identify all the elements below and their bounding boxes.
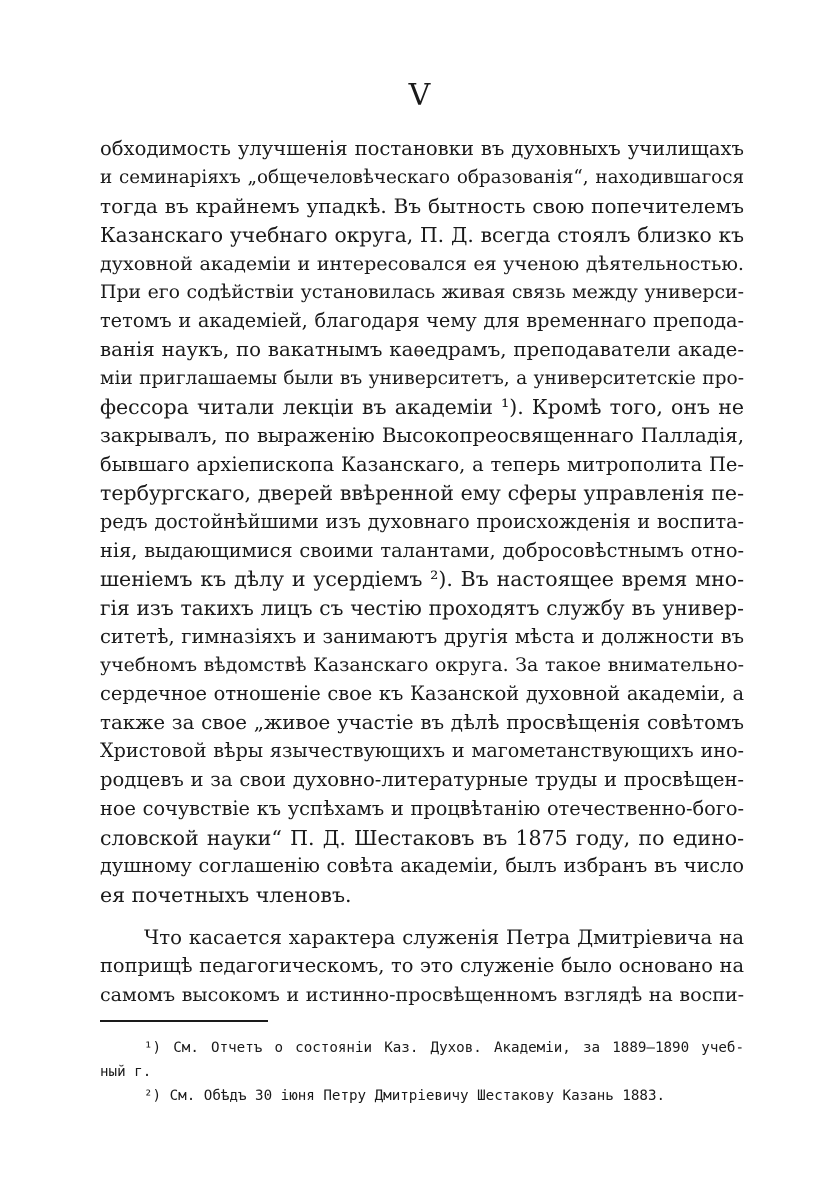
body-text: [100, 135, 744, 1010]
paragraph-gap: [100, 910, 744, 924]
text-line: учебномъ вѣдомствѣ Казанскаго округа. За такое внимательно-: [100, 654, 744, 677]
text-line: Что касается характера служенія Петра Дмитріевича на: [144, 925, 744, 949]
text-line: ное сочувствіе къ успѣхамъ и процвѣтанію отечественно-бого-: [100, 796, 744, 820]
text-line: фессора читали лекціи въ академіи ¹). Кромѣ того, онъ не: [100, 395, 744, 420]
text-line: сердечное отношеніе свое къ Казанской духовной академіи, а: [100, 682, 744, 706]
text-line: обходимость улучшенія постановки въ духовныхъ училищахъ: [100, 137, 744, 160]
text-line: словской науки“ П. Д. Шестаковъ въ 1875 году, по едино-: [100, 825, 744, 850]
paragraph-1: [100, 135, 744, 910]
footnote-2: ²) См. Обѣдъ 30 іюня Петру Дмитріевичу Шестакову Казань 1883.: [144, 1088, 666, 1104]
text-line: нія, выдающимися своими талантами, добросовѣстнымъ отно-: [100, 538, 744, 562]
text-line: душному соглашенію совѣта академіи, былъ избранъ въ число: [100, 854, 744, 878]
text-line: міи приглашаемы были въ университетъ, а университетскіе про-: [100, 367, 744, 389]
text-line: поприщѣ педагогическомъ, то это служеніе было основано на: [100, 954, 744, 978]
text-line: также за свое „живое участіе въ дѣлѣ просвѣщенія совѣтомъ: [100, 710, 744, 734]
text-line: ея почетныхъ членовъ.: [100, 882, 352, 907]
page-number: V: [408, 78, 432, 113]
text-line: Казанскаго учебнаго округа, П. Д. всегда стоялъ близко къ: [100, 223, 744, 248]
footnote-divider: [100, 1020, 268, 1022]
footnotes: [100, 1036, 744, 1108]
text-line: тербургскаго, дверей ввѣренной ему сферы управленія пе-: [100, 481, 744, 506]
text-line: шеніемъ къ дѣлу и усердіемъ ²). Въ настоящее время мно-: [100, 567, 744, 592]
text-line: и семинаріяхъ „общечеловѣческаго образованія“, находившагося: [100, 166, 744, 188]
text-line: бывшаго архіепископа Казанскаго, а теперь митрополита Пе-: [100, 452, 744, 476]
text-line: тогда въ крайнемъ упадкѣ. Въ бытность свою попечителемъ: [100, 194, 744, 219]
text-line: редъ достойнѣйшими изъ духовнаго происхожденія и воспита-: [100, 509, 744, 533]
text-line: ванія наукъ, по вакатнымъ каѳедрамъ, преподаватели акаде-: [100, 337, 744, 361]
text-line: духовной академіи и интересовался ея ученою дѣятельностью.: [100, 252, 744, 275]
text-line: При его содѣйствіи установилась живая связь между универси-: [100, 281, 744, 304]
text-line: ситетѣ, гимназіяхъ и занимаютъ другія мѣста и должности въ: [100, 624, 744, 648]
text-line: родцевъ и за свои духовно-литературные труды и просвѣщен-: [100, 768, 744, 792]
text-line: гія изъ такихъ лицъ съ честію проходятъ службу въ универ-: [100, 596, 744, 620]
text-line: Христовой вѣры язычествующихъ и магометанствующихъ ино-: [100, 739, 744, 763]
footnote-1: ¹) См. Отчетъ о состояніи Каз. Духов. Академіи, за 1889—1890 учеб-: [144, 1040, 744, 1056]
footnote-1-continuation: ный г.: [100, 1064, 152, 1080]
text-line: самомъ высокомъ и истинно-просвѣщенномъ взглядѣ на воспи-: [100, 983, 744, 1006]
paragraph-2: [100, 924, 744, 1010]
text-line: закрывалъ, по выраженію Высокопреосвященнаго Палладія,: [100, 423, 744, 447]
text-line: тетомъ и академіей, благодаря чему для временнаго препода-: [100, 309, 744, 333]
